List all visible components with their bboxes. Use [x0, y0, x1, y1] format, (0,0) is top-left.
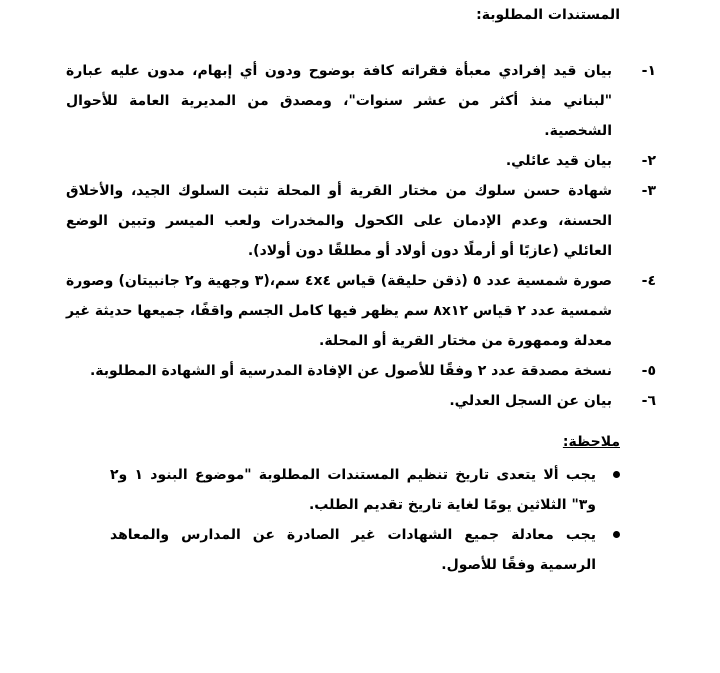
item-text: بيان قيد إفرادي معبأة فقراته كافة بوضوح ودون أي إبهام، مدون عليه عبارة "لبناني منذ أكثر من عشر سنوات"، ومصدق من المديرية العامة للأحوال الشخصية.	[66, 63, 612, 139]
list-item	[66, 356, 656, 386]
list-item	[110, 520, 620, 580]
item-text: صورة شمسية عدد ٥ (ذقن حليقة) قياس ٤x٤ سم،(٣ وجهية و٢ جانبيتان) وصورة شمسية عدد ٢ قياس ٨x١٢ سم يظهر فيها كامل الجسم واقفًا، جميعها حديثة غير معدلة وممهورة من مختار القرية أو المحلة.	[66, 273, 612, 349]
list-item	[66, 266, 656, 356]
item-number: ٣-	[641, 183, 656, 199]
bullet-icon	[613, 531, 620, 538]
item-number: ٦-	[641, 393, 656, 409]
item-number: ٢-	[641, 153, 656, 169]
item-text: بيان عن السجل العدلي.	[449, 393, 612, 409]
list-item	[66, 176, 656, 266]
list-item	[110, 460, 620, 520]
required-documents-list	[66, 56, 656, 416]
item-number: ١-	[641, 63, 656, 79]
note-heading: ملاحظة:	[562, 434, 620, 450]
note-text: يجب ألا يتعدى تاريخ تنظيم المستندات المطلوبة "موضوع البنود ١ و٢ و٣" الثلاثين يومًا لغاية تاريخ تقديم الطلب.	[110, 467, 596, 513]
item-number: ٥-	[641, 363, 656, 379]
notes-list	[110, 460, 620, 580]
list-item	[66, 386, 656, 416]
note-text: يجب معادلة جميع الشهادات غير الصادرة عن المدارس والمعاهد الرسمية وفقًا للأصول.	[110, 527, 596, 573]
item-text: نسخة مصدقة عدد ٢ وفقًا للأصول عن الإفادة المدرسية أو الشهادة المطلوبة.	[89, 363, 612, 379]
item-text: بيان قيد عائلي.	[505, 153, 612, 169]
section-heading: المستندات المطلوبة:	[476, 7, 620, 23]
item-text: شهادة حسن سلوك من مختار القرية أو المحلة تثبت السلوك الجيد، والأخلاق الحسنة، وعدم الإدمان على الكحول والمخدرات ولعب الميسر وتبين الوضع العائلي (عازبًا أو أرملًا دون أولاد أو مطلقًا دون أولاد).	[66, 183, 612, 259]
bullet-icon	[613, 471, 620, 478]
item-number: ٤-	[641, 273, 656, 289]
list-item	[66, 146, 656, 176]
list-item	[66, 56, 656, 146]
